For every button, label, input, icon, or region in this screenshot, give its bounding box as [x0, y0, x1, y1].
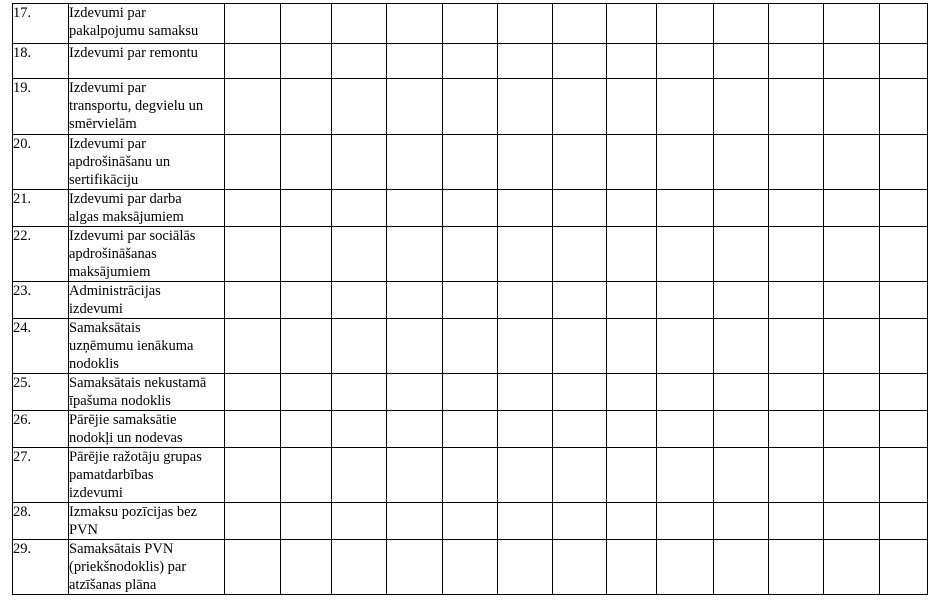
empty-cell[interactable]: [332, 448, 387, 503]
row-label-line: Izdevumi par: [69, 80, 146, 96]
empty-cell[interactable]: [769, 540, 824, 595]
empty-cell[interactable]: [498, 79, 553, 135]
row-label-line: nodokļi un nodevas: [69, 430, 183, 446]
row-number: 29.: [13, 540, 69, 595]
empty-cell[interactable]: [553, 540, 607, 595]
empty-cell[interactable]: [824, 190, 880, 227]
empty-cell[interactable]: [281, 411, 332, 448]
empty-cell[interactable]: [880, 227, 928, 282]
empty-cell[interactable]: [607, 4, 657, 44]
empty-cell[interactable]: [281, 448, 332, 503]
empty-cell[interactable]: [225, 227, 281, 282]
empty-cell[interactable]: [607, 374, 657, 411]
row-label-line: atzīšanas plāna: [69, 577, 157, 593]
row-number: 18.: [13, 44, 69, 79]
row-label-line: Izdevumi par sociālās: [69, 228, 196, 244]
row-label-line: izdevumi: [69, 485, 123, 501]
empty-cell[interactable]: [498, 4, 553, 44]
empty-cell[interactable]: [387, 503, 443, 540]
empty-cell[interactable]: [225, 540, 281, 595]
empty-cell[interactable]: [880, 503, 928, 540]
empty-cell[interactable]: [769, 79, 824, 135]
empty-cell[interactable]: [553, 374, 607, 411]
empty-cell[interactable]: [387, 448, 443, 503]
empty-cell[interactable]: [824, 4, 880, 44]
empty-cell[interactable]: [332, 135, 387, 190]
empty-cell[interactable]: [657, 79, 714, 135]
empty-cell[interactable]: [225, 319, 281, 374]
empty-cell[interactable]: [880, 79, 928, 135]
empty-cell[interactable]: [607, 79, 657, 135]
empty-cell[interactable]: [332, 503, 387, 540]
empty-cell[interactable]: [443, 374, 498, 411]
empty-cell[interactable]: [714, 374, 769, 411]
row-number: 22.: [13, 227, 69, 282]
empty-cell[interactable]: [553, 227, 607, 282]
row-label-line: Samaksātais: [69, 320, 141, 336]
empty-cell[interactable]: [657, 503, 714, 540]
empty-cell[interactable]: [387, 190, 443, 227]
row-label: [69, 540, 225, 595]
empty-cell[interactable]: [607, 411, 657, 448]
empty-cell[interactable]: [714, 540, 769, 595]
empty-cell[interactable]: [657, 4, 714, 44]
empty-cell[interactable]: [769, 411, 824, 448]
empty-cell[interactable]: [498, 540, 553, 595]
empty-cell[interactable]: [387, 44, 443, 79]
empty-cell[interactable]: [443, 227, 498, 282]
empty-cell[interactable]: [824, 411, 880, 448]
empty-cell[interactable]: [553, 4, 607, 44]
empty-cell[interactable]: [281, 135, 332, 190]
empty-cell[interactable]: [443, 4, 498, 44]
empty-cell[interactable]: [769, 374, 824, 411]
empty-cell[interactable]: [824, 135, 880, 190]
row-label: [69, 227, 225, 282]
empty-cell[interactable]: [225, 282, 281, 319]
table-row: [13, 190, 928, 227]
table-row: [13, 448, 928, 503]
row-label-line: maksājumiem: [69, 264, 151, 280]
empty-cell[interactable]: [332, 44, 387, 79]
empty-cell[interactable]: [607, 227, 657, 282]
empty-cell[interactable]: [824, 448, 880, 503]
empty-cell[interactable]: [769, 282, 824, 319]
empty-cell[interactable]: [714, 44, 769, 79]
empty-cell[interactable]: [443, 503, 498, 540]
empty-cell[interactable]: [607, 135, 657, 190]
empty-cell[interactable]: [553, 319, 607, 374]
row-label-line: apdrošināšanu un: [69, 154, 171, 170]
empty-cell[interactable]: [607, 44, 657, 79]
row-label: [69, 411, 225, 448]
table-row: [13, 540, 928, 595]
empty-cell[interactable]: [553, 135, 607, 190]
empty-cell[interactable]: [498, 227, 553, 282]
empty-cell[interactable]: [332, 4, 387, 44]
table-row: [13, 135, 928, 190]
empty-cell[interactable]: [824, 44, 880, 79]
empty-cell[interactable]: [443, 540, 498, 595]
empty-cell[interactable]: [387, 319, 443, 374]
row-label-line: Administrācijas: [69, 283, 161, 299]
row-label: [69, 4, 225, 44]
empty-cell[interactable]: [769, 44, 824, 79]
empty-cell[interactable]: [880, 411, 928, 448]
empty-cell[interactable]: [225, 4, 281, 44]
empty-cell[interactable]: [498, 503, 553, 540]
empty-cell[interactable]: [443, 411, 498, 448]
row-label-line: (priekšnodoklis) par: [69, 559, 187, 575]
row-label-line: Izdevumi par remontu: [69, 45, 198, 61]
empty-cell[interactable]: [225, 503, 281, 540]
empty-cell[interactable]: [443, 135, 498, 190]
table-row: [13, 227, 928, 282]
empty-cell[interactable]: [657, 227, 714, 282]
row-label: [69, 79, 225, 135]
empty-cell[interactable]: [880, 540, 928, 595]
empty-cell[interactable]: [281, 282, 332, 319]
row-label-line: Izdevumi par: [69, 136, 146, 152]
empty-cell[interactable]: [443, 79, 498, 135]
empty-cell[interactable]: [880, 282, 928, 319]
empty-cell[interactable]: [657, 540, 714, 595]
empty-cell[interactable]: [607, 190, 657, 227]
empty-cell[interactable]: [387, 227, 443, 282]
empty-cell[interactable]: [607, 540, 657, 595]
empty-cell[interactable]: [225, 411, 281, 448]
row-label-line: Izmaksu pozīcijas bez: [69, 504, 198, 520]
empty-cell[interactable]: [387, 411, 443, 448]
empty-cell[interactable]: [607, 448, 657, 503]
empty-cell[interactable]: [714, 448, 769, 503]
empty-cell[interactable]: [332, 319, 387, 374]
empty-cell[interactable]: [769, 135, 824, 190]
row-label: [69, 135, 225, 190]
row-label-line: pakalpojumu samaksu: [69, 23, 199, 39]
empty-cell[interactable]: [769, 190, 824, 227]
table-row: [13, 79, 928, 135]
empty-cell[interactable]: [824, 227, 880, 282]
empty-cell[interactable]: [657, 448, 714, 503]
empty-cell[interactable]: [657, 411, 714, 448]
table-row: [13, 503, 928, 540]
row-label-line: uzņēmumu ienākuma: [69, 338, 194, 354]
empty-cell[interactable]: [332, 282, 387, 319]
empty-cell[interactable]: [498, 190, 553, 227]
row-label-line: pamatdarbības: [69, 467, 154, 483]
empty-cell[interactable]: [880, 44, 928, 79]
empty-cell[interactable]: [769, 503, 824, 540]
empty-cell[interactable]: [714, 79, 769, 135]
empty-cell[interactable]: [387, 540, 443, 595]
empty-cell[interactable]: [387, 135, 443, 190]
row-number: 26.: [13, 411, 69, 448]
empty-cell[interactable]: [498, 411, 553, 448]
empty-cell[interactable]: [281, 374, 332, 411]
empty-cell[interactable]: [714, 282, 769, 319]
empty-cell[interactable]: [387, 374, 443, 411]
row-label: [69, 44, 225, 79]
row-label-line: Pārējie samaksātie: [69, 412, 177, 428]
empty-cell[interactable]: [553, 190, 607, 227]
row-label: [69, 448, 225, 503]
row-label: [69, 190, 225, 227]
empty-cell[interactable]: [443, 190, 498, 227]
empty-cell[interactable]: [225, 44, 281, 79]
row-label-line: izdevumi: [69, 301, 123, 317]
empty-cell[interactable]: [657, 135, 714, 190]
empty-cell[interactable]: [553, 503, 607, 540]
empty-cell[interactable]: [824, 503, 880, 540]
empty-cell[interactable]: [880, 4, 928, 44]
row-number: 23.: [13, 282, 69, 319]
empty-cell[interactable]: [225, 190, 281, 227]
empty-cell[interactable]: [281, 190, 332, 227]
row-label-line: apdrošināšanas: [69, 246, 157, 262]
empty-cell[interactable]: [281, 4, 332, 44]
empty-cell[interactable]: [443, 44, 498, 79]
empty-cell[interactable]: [824, 540, 880, 595]
empty-cell[interactable]: [880, 319, 928, 374]
empty-cell[interactable]: [498, 282, 553, 319]
empty-cell[interactable]: [225, 135, 281, 190]
table-row: [13, 282, 928, 319]
row-label-line: Pārējie ražotāju grupas: [69, 449, 202, 465]
row-number: 21.: [13, 190, 69, 227]
empty-cell[interactable]: [657, 190, 714, 227]
row-label-line: PVN: [69, 522, 99, 538]
empty-cell[interactable]: [769, 227, 824, 282]
empty-cell[interactable]: [769, 4, 824, 44]
row-label-line: sertifikāciju: [69, 172, 139, 188]
row-label-line: Izdevumi par darba: [69, 191, 182, 207]
table-row: [13, 374, 928, 411]
empty-cell[interactable]: [281, 319, 332, 374]
empty-cell[interactable]: [387, 282, 443, 319]
empty-cell[interactable]: [225, 448, 281, 503]
empty-cell[interactable]: [607, 503, 657, 540]
row-label-line: algas maksājumiem: [69, 209, 184, 225]
row-number: 24.: [13, 319, 69, 374]
empty-cell[interactable]: [443, 282, 498, 319]
empty-cell[interactable]: [657, 44, 714, 79]
empty-cell[interactable]: [553, 448, 607, 503]
empty-cell[interactable]: [553, 44, 607, 79]
row-label-line: Samaksātais nekustamā: [69, 375, 207, 391]
empty-cell[interactable]: [498, 374, 553, 411]
row-label-line: Samaksātais PVN: [69, 541, 174, 557]
row-number: 17.: [13, 4, 69, 44]
empty-cell[interactable]: [553, 282, 607, 319]
row-label-line: transportu, degvielu un: [69, 98, 204, 114]
empty-cell[interactable]: [225, 374, 281, 411]
row-label-line: nodoklis: [69, 356, 119, 372]
empty-cell[interactable]: [607, 282, 657, 319]
row-label: [69, 319, 225, 374]
empty-cell[interactable]: [332, 411, 387, 448]
empty-cell[interactable]: [880, 374, 928, 411]
table-row: [13, 319, 928, 374]
row-number: 28.: [13, 503, 69, 540]
empty-cell[interactable]: [714, 4, 769, 44]
row-label: [69, 374, 225, 411]
expense-table: [12, 3, 928, 595]
empty-cell[interactable]: [498, 448, 553, 503]
empty-cell[interactable]: [714, 411, 769, 448]
empty-cell[interactable]: [281, 79, 332, 135]
empty-cell[interactable]: [714, 319, 769, 374]
empty-cell[interactable]: [332, 190, 387, 227]
table-row: [13, 4, 928, 44]
empty-cell[interactable]: [553, 411, 607, 448]
empty-cell[interactable]: [657, 319, 714, 374]
empty-cell[interactable]: [714, 227, 769, 282]
empty-cell[interactable]: [281, 227, 332, 282]
empty-cell[interactable]: [880, 190, 928, 227]
empty-cell[interactable]: [332, 374, 387, 411]
row-label: [69, 503, 225, 540]
empty-cell[interactable]: [714, 503, 769, 540]
empty-cell[interactable]: [387, 79, 443, 135]
table-row: [13, 411, 928, 448]
empty-cell[interactable]: [769, 448, 824, 503]
empty-cell[interactable]: [443, 319, 498, 374]
empty-cell[interactable]: [332, 79, 387, 135]
row-label-line: smērvielām: [69, 116, 137, 132]
row-label-line: Izdevumi par: [69, 5, 146, 21]
empty-cell[interactable]: [387, 4, 443, 44]
empty-cell[interactable]: [332, 540, 387, 595]
empty-cell[interactable]: [225, 79, 281, 135]
empty-cell[interactable]: [769, 319, 824, 374]
empty-cell[interactable]: [281, 503, 332, 540]
empty-cell[interactable]: [607, 319, 657, 374]
row-number: 27.: [13, 448, 69, 503]
empty-cell[interactable]: [443, 448, 498, 503]
empty-cell[interactable]: [498, 44, 553, 79]
row-number: 19.: [13, 79, 69, 135]
empty-cell[interactable]: [714, 135, 769, 190]
empty-cell[interactable]: [657, 374, 714, 411]
empty-cell[interactable]: [824, 79, 880, 135]
empty-cell[interactable]: [824, 319, 880, 374]
row-number: 20.: [13, 135, 69, 190]
row-label-line: īpašuma nodoklis: [69, 393, 171, 409]
empty-cell[interactable]: [880, 448, 928, 503]
empty-cell[interactable]: [332, 227, 387, 282]
table-body: [13, 4, 928, 595]
empty-cell[interactable]: [553, 79, 607, 135]
empty-cell[interactable]: [498, 319, 553, 374]
row-number: 25.: [13, 374, 69, 411]
empty-cell[interactable]: [281, 44, 332, 79]
empty-cell[interactable]: [824, 374, 880, 411]
empty-cell[interactable]: [714, 190, 769, 227]
table-row: [13, 44, 928, 79]
row-label: [69, 282, 225, 319]
empty-cell[interactable]: [824, 282, 880, 319]
empty-cell[interactable]: [657, 282, 714, 319]
empty-cell[interactable]: [281, 540, 332, 595]
empty-cell[interactable]: [498, 135, 553, 190]
empty-cell[interactable]: [880, 135, 928, 190]
